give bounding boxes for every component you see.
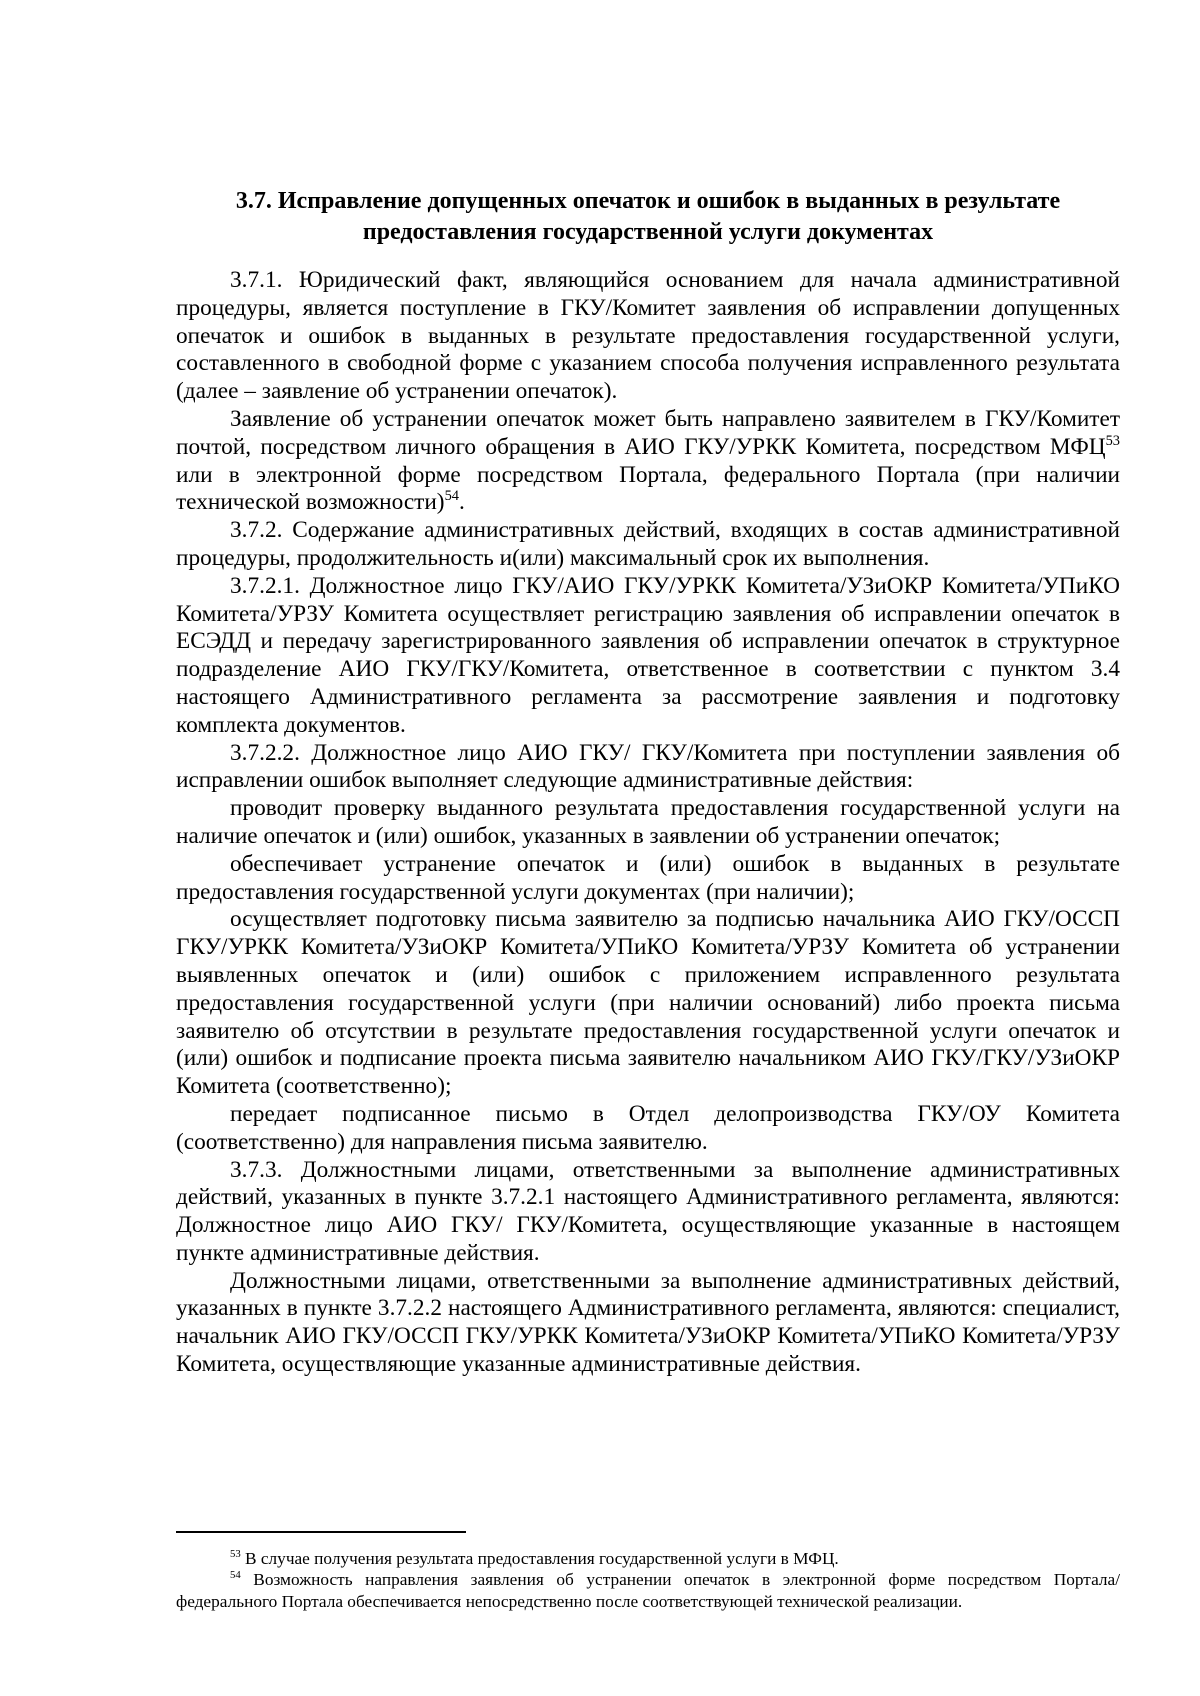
footnote-ref-53[interactable]: 53 [1105,433,1120,450]
footnote-ref-54[interactable]: 54 [444,488,459,505]
paragraph-3-7-2-1: 3.7.2.1. Должностное лицо ГКУ/АИО ГКУ/УРКК Комитета/УЗиОКР Комитета/УПиКО Комитета/УРЗУ Комитета осуществляет регистрацию заявления об исправлении опечаток в ЕСЭДД и передачу зарегистрированного заявления об исправлении опечаток в структурное подразделение АИО ГКУ/ГКУ/Комитета, ответственное в соответствии с пунктом 3.4 настоящего Административного регламента за рассмотрение заявления и подготовку комплекта документов. [176,572,1120,738]
footnote-text: Возможность направления заявления об устранении опечаток в электронной форме посредством Портала/федерального Портала обеспечивается непосредственно после соответствующей технической реализации. [176,1570,1120,1611]
paragraph-3-7-3: 3.7.3. Должностными лицами, ответственными за выполнение административных действий, указанных в пункте 3.7.2.1 настоящего Административного регламента, являются: Должностное лицо АИО ГКУ/ ГКУ/Комитета, осуществляющие указанные в настоящем пункте административные действия. [176,1156,1120,1266]
paragraph-action-fix: обеспечивает устранение опечаток и (или) ошибок в выданных в результате предоставления государственной услуги документах (при наличии); [176,850,1120,905]
document-body [176,267,1120,1379]
footnote-number: 54 [230,1569,241,1582]
paragraph-3-7-2: 3.7.2. Содержание административных действий, входящих в состав административной процедуры, продолжительность и(или) максимальный срок их выполнения. [176,517,1120,571]
paragraph-text: Заявление об устранении опечаток может быть направлено заявителем в ГКУ/Комитет почтой, посредством личного обращения в АИО ГКУ/УРКК Комитета, посредством МФЦ [176,405,1120,460]
paragraph-text: . [459,489,465,516]
paragraph-action-letter: осуществляет подготовку письма заявителю за подписью начальника АИО ГКУ/ОССП ГКУ/УРКК Комитета/УЗиОКР Комитета/УПиКО Комитета/УРЗУ Комитета об устранении выявленных опечаток и (или) ошибок с приложением исправленного результата предоставления государственной услуги (при наличии оснований) либо проекта письма заявителю об отсутствии в результате предоставления государственной услуги опечаток и (или) ошибок и подписание проекта письма заявителю начальником АИО ГКУ/ГКУ/УЗиОКР Комитета (соответственно); [176,906,1120,1100]
section-heading-line-1: 3.7. Исправление допущенных опечаток и ошибок в выданных в результате [235,188,1061,214]
footnote-54 [176,1569,1120,1612]
paragraph-text: или в электронной форме посредством Портала, федерального Портала (при наличии технической возможности) [176,461,1120,516]
paragraph-3-7-2-2: 3.7.2.2. Должностное лицо АИО ГКУ/ ГКУ/Комитета при поступлении заявления об исправлении ошибок выполняет следующие административные действия: [176,739,1120,794]
footnote-separator [176,1531,466,1533]
footnote-text: В случае получения результата предоставления государственной услуги в МФЦ. [240,1549,839,1568]
paragraph-action-check: проводит проверку выданного результата предоставления государственной услуги на наличие опечаток и (или) ошибок, указанных в заявлении об устранении опечаток; [176,795,1120,849]
paragraph-submission-methods [176,406,1120,517]
paragraph-responsible-officials: Должностными лицами, ответственными за выполнение административных действий, указанных в пункте 3.7.2.2 настоящего Административного регламента, являются: специалист, начальник АИО ГКУ/ОССП ГКУ/УРКК Комитета/УЗиОКР Комитета/УПиКО Комитета/УРЗУ Комитета, осуществляющие указанные административные действия. [176,1267,1120,1378]
section-heading-line-2: предоставления государственной услуги документах [362,219,934,245]
footnote-number: 53 [230,1548,241,1561]
footnote-53 [176,1548,1120,1569]
footnotes [176,1548,1120,1612]
section-heading [176,186,1120,248]
paragraph-3-7-1: 3.7.1. Юридический факт, являющийся основанием для начала административной процедуры, является поступление в ГКУ/Комитет заявления об исправлении допущенных опечаток и ошибок в выданных в результате предоставления государственной услуги, составленного в свободной форме с указанием способа получения исправленного результата (далее – заявление об устранении опечаток). [176,267,1120,405]
paragraph-action-send: передает подписанное письмо в Отдел делопроизводства ГКУ/ОУ Комитета (соответственно) для направления письма заявителю. [176,1100,1120,1155]
